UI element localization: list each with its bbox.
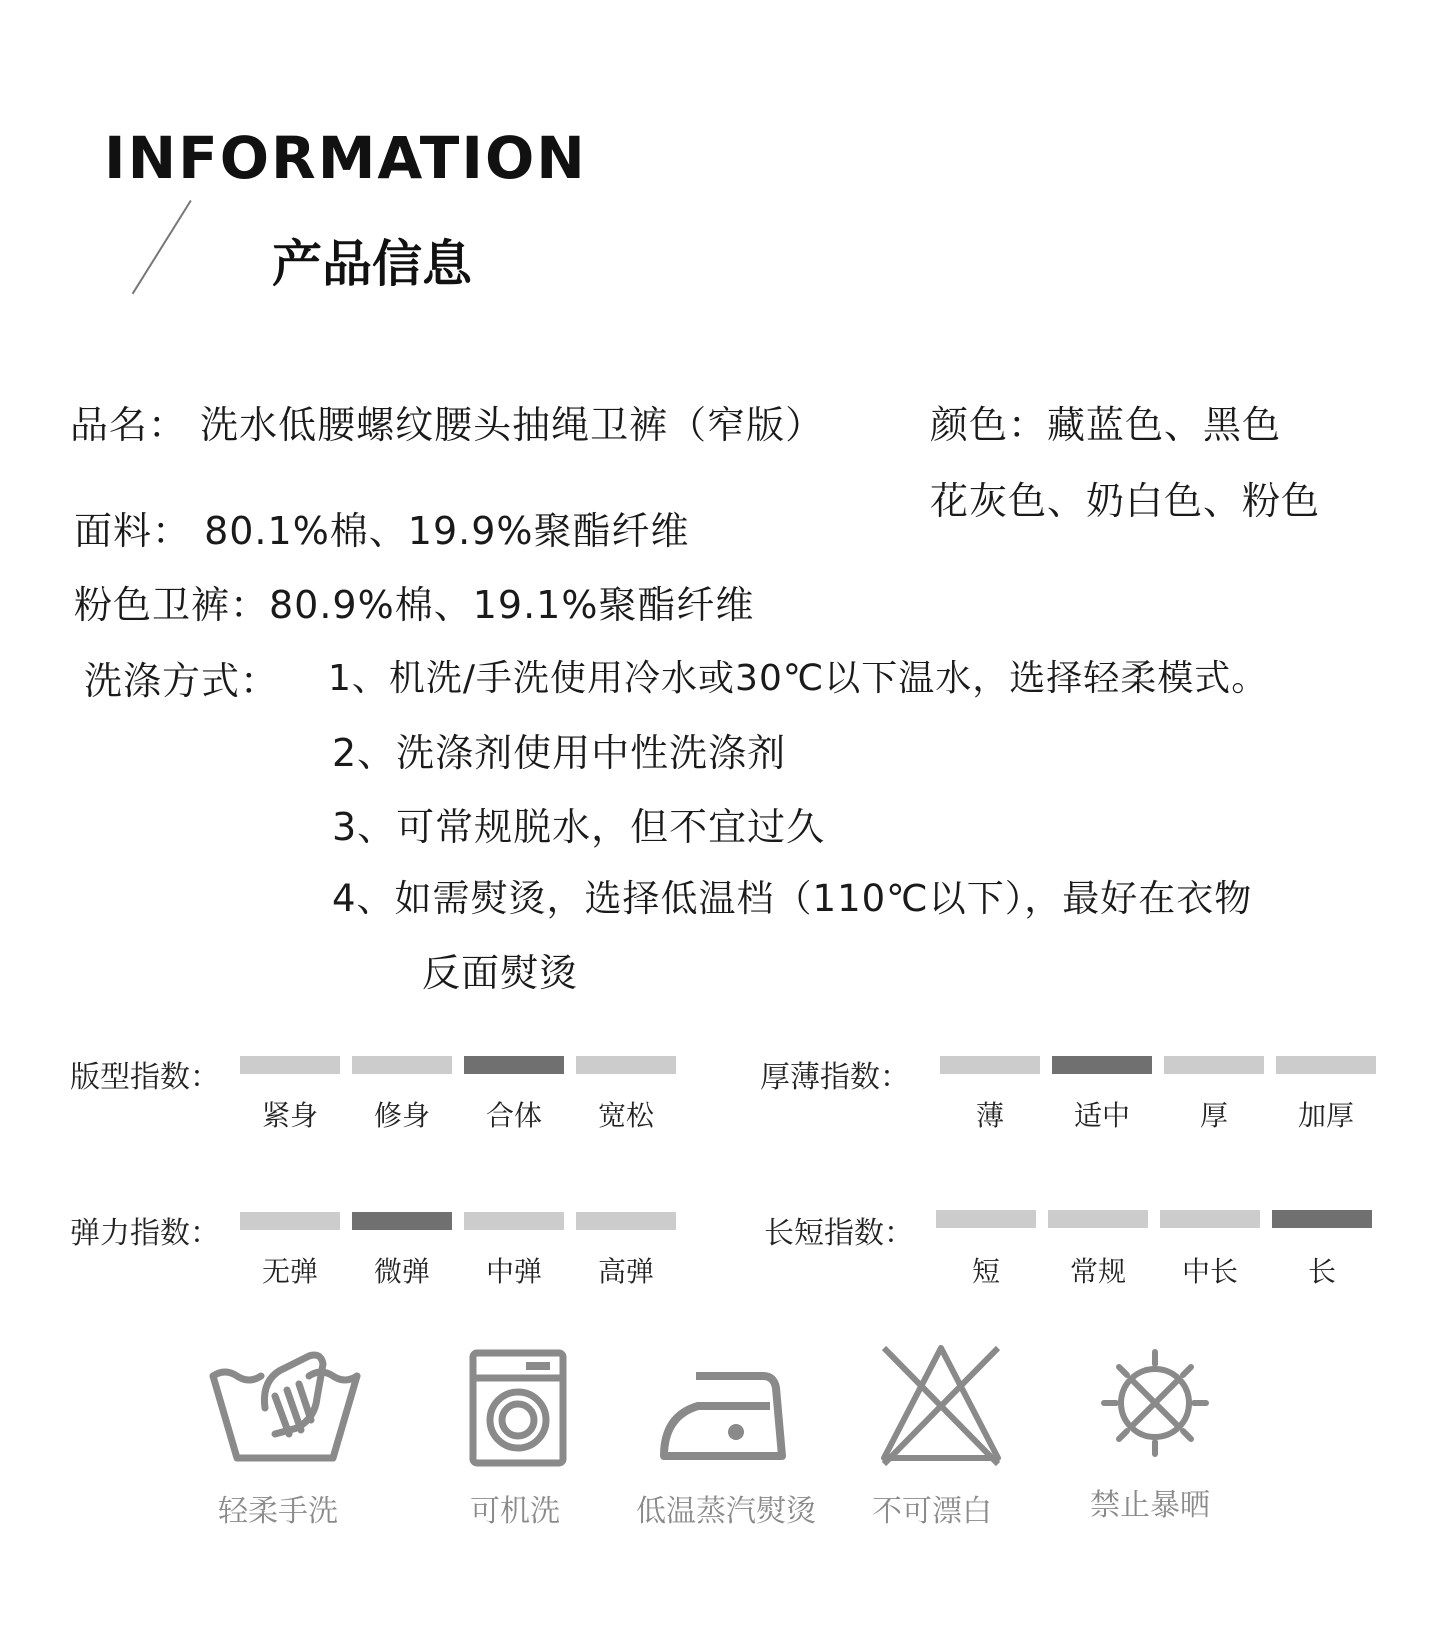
product-name: 品名： 洗水低腰螺纹腰头抽绳卫裤（窄版） [70, 403, 825, 447]
iron-low-icon [658, 1364, 788, 1464]
elasticity-bar-1 [352, 1212, 452, 1230]
wash-label: 洗涤方式： [84, 659, 280, 703]
fit-bar-1 [352, 1056, 452, 1074]
no-bleach-icon [876, 1340, 1006, 1470]
hand-wash-label: 轻柔手洗 [218, 1494, 338, 1529]
thickness-bar-1 [1052, 1056, 1152, 1074]
thickness-option-1: 适中 [1073, 1099, 1130, 1132]
elasticity-bar-3 [576, 1212, 676, 1230]
fabric-pink: 粉色卫裤：80.9%棉、19.1%聚酯纤维 [74, 583, 755, 627]
fit-bar-0 [240, 1056, 340, 1074]
length-bar-2 [1160, 1210, 1260, 1228]
length-bar-0 [936, 1210, 1036, 1228]
washing-machine-icon [468, 1348, 568, 1468]
thickness-option-0: 薄 [975, 1099, 1004, 1132]
title-english: INFORMATION [104, 124, 587, 192]
machine-wash-label: 可机洗 [470, 1494, 560, 1529]
elasticity-option-2: 中弹 [485, 1255, 542, 1288]
length-option-3: 长 [1307, 1255, 1336, 1288]
wash-step-4-cont: 反面熨烫 [422, 951, 579, 995]
title-divider [132, 200, 192, 294]
fit-bar-2 [464, 1056, 564, 1074]
thickness-option-3: 加厚 [1297, 1099, 1354, 1132]
wash-step-1: 1、机洗/手洗使用冷水或30℃以下温水，选择轻柔模式。 [328, 658, 1269, 699]
length-bar-1 [1048, 1210, 1148, 1228]
elasticity-bar-0 [240, 1212, 340, 1230]
no-sun-dry-label: 禁止暴晒 [1090, 1488, 1210, 1523]
thickness-option-2: 厚 [1199, 1099, 1228, 1132]
elasticity-option-0: 无弹 [261, 1255, 318, 1288]
colors-line-2: 花灰色、奶白色、粉色 [930, 479, 1321, 523]
fit-option-2: 合体 [485, 1099, 542, 1132]
wash-step-2: 2、洗涤剂使用中性洗涤剂 [332, 731, 787, 775]
length-option-1: 常规 [1069, 1255, 1126, 1288]
thickness-bar-2 [1164, 1056, 1264, 1074]
length-index-label: 长短指数： [764, 1216, 914, 1251]
fit-option-0: 紧身 [261, 1099, 318, 1132]
elasticity-option-1: 微弹 [373, 1255, 430, 1288]
fit-option-3: 宽松 [597, 1099, 654, 1132]
elasticity-option-3: 高弹 [597, 1255, 654, 1288]
elasticity-index-label: 弹力指数： [70, 1216, 220, 1251]
title-chinese: 产品信息 [272, 235, 472, 293]
fit-option-1: 修身 [373, 1099, 430, 1132]
length-bar-3 [1272, 1210, 1372, 1228]
wash-step-3: 3、可常规脱水，但不宜过久 [332, 805, 826, 849]
fabric: 面料： 80.1%棉、19.9%聚酯纤维 [74, 509, 690, 553]
fit-bar-3 [576, 1056, 676, 1074]
elasticity-bar-2 [464, 1212, 564, 1230]
thickness-bar-3 [1276, 1056, 1376, 1074]
thickness-bar-0 [940, 1056, 1040, 1074]
length-option-2: 中长 [1181, 1255, 1238, 1288]
length-option-0: 短 [971, 1255, 1000, 1288]
hand-wash-icon [205, 1338, 365, 1468]
fit-index-label: 版型指数： [70, 1060, 220, 1095]
colors-line-1: 颜色：藏蓝色、黑色 [930, 403, 1282, 447]
no-sun-dry-icon [1100, 1348, 1210, 1458]
wash-step-4: 4、如需熨烫，选择低温档（110℃以下），最好在衣物 [332, 877, 1253, 920]
iron-low-label: 低温蒸汽熨烫 [636, 1494, 816, 1529]
no-bleach-label: 不可漂白 [872, 1494, 992, 1529]
thickness-index-label: 厚薄指数： [760, 1060, 910, 1095]
